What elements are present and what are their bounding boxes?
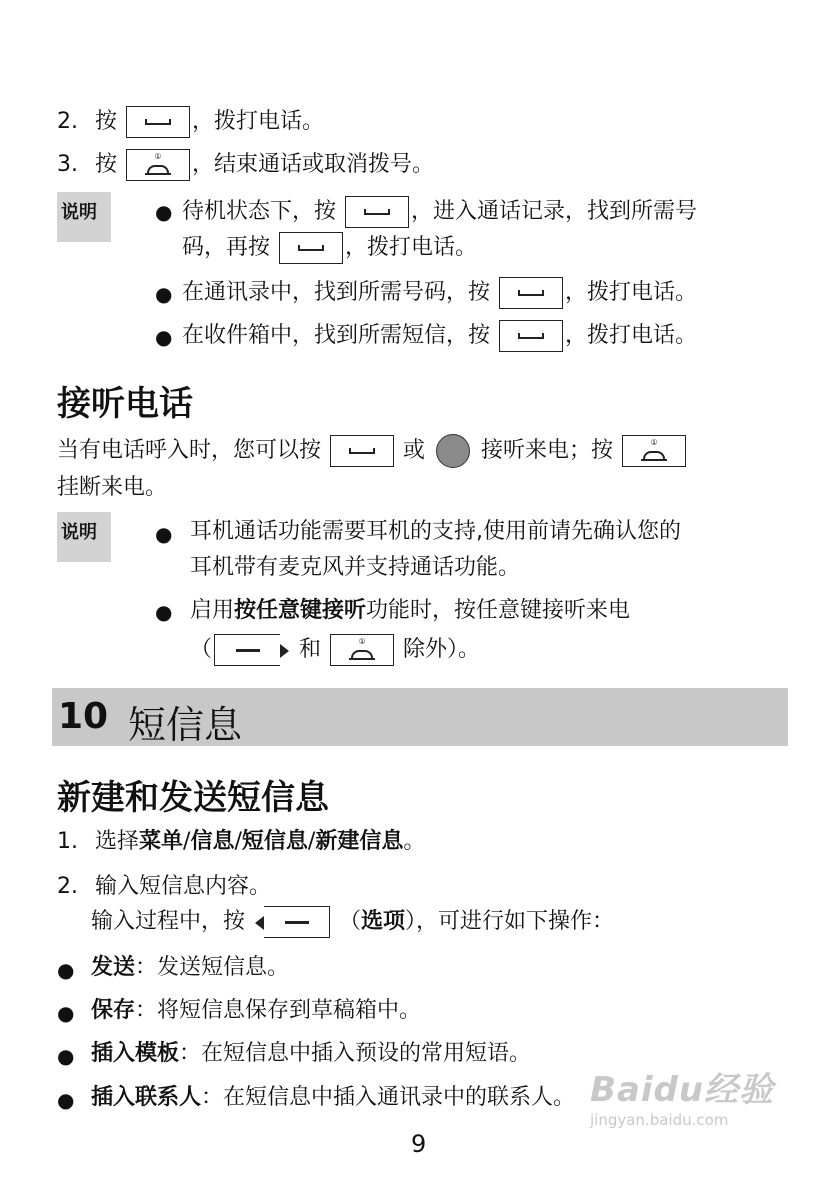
end-key-icon: ①	[126, 149, 190, 181]
call-key-icon	[279, 232, 343, 264]
answer-line-1	[57, 434, 688, 468]
note1-bullet-1	[182, 196, 697, 228]
note1-bullet-2	[182, 277, 697, 309]
step-text: ），可进行如下操作：	[405, 909, 615, 934]
menu-path-item: 菜单	[139, 829, 184, 854]
step-text: 按	[95, 109, 118, 134]
note-text: 和	[299, 637, 322, 662]
step-number: 2.	[57, 874, 78, 899]
soft-key-icon	[264, 906, 330, 938]
note-text: 功能时，按任意键接听来电	[366, 598, 631, 623]
soft-key-icon	[214, 634, 280, 666]
option-label: 插入模板	[91, 1041, 180, 1066]
menu-path-item: 新建信息	[315, 829, 404, 854]
note-text: 在收件箱中，找到所需短信，按	[182, 323, 491, 348]
note-text: ，进入通话记录，找到所需号	[411, 199, 698, 224]
chapter-number: 10	[58, 696, 109, 737]
call-key-icon	[345, 196, 409, 228]
bullet-dot: ●	[155, 600, 173, 624]
option-item	[91, 1083, 575, 1113]
watermark-brand: Baidu经验	[590, 1070, 775, 1110]
feature-name: 按任意键接听	[234, 598, 367, 623]
menu-path-sep: /	[183, 829, 191, 854]
chapter-header	[52, 688, 788, 746]
section-title: 新建和发送短信息	[57, 778, 329, 818]
step-number: 3.	[57, 152, 78, 177]
option-desc: ：在短信息中插入预设的常用短语。	[179, 1041, 532, 1066]
step-2	[57, 106, 324, 138]
bullet-dot: ●	[57, 1044, 75, 1068]
option-desc: ：在短信息中插入通讯录中的联系人。	[201, 1085, 576, 1110]
bullet-dot: ●	[155, 325, 173, 349]
option-label: 发送	[91, 955, 136, 980]
chapter-title: 短信息	[128, 703, 243, 747]
call-key-icon	[499, 320, 563, 352]
step-text: 输入过程中，按	[91, 909, 246, 934]
note2-bullet-2-line2	[190, 634, 480, 666]
note-text: 除外）。	[403, 637, 481, 662]
sms-step-1	[57, 827, 425, 857]
end-key-icon: ①	[330, 634, 394, 666]
note-text: 在通讯录中，找到所需号码，按	[182, 280, 491, 305]
bullet-dot: ●	[57, 1088, 75, 1112]
note-text: （	[190, 637, 213, 662]
option-desc: ：将短信息保存到草稿箱中。	[135, 998, 422, 1023]
option-desc: ：发送短信息。	[135, 955, 290, 980]
step-text: 按	[95, 152, 118, 177]
menu-path-item: 短信息	[241, 829, 308, 854]
note2-bullet-1: 耳机通话功能需要耳机的支持,使用前请先确认您的	[190, 519, 681, 544]
step-text: 输入短信息内容。	[95, 874, 272, 899]
step-text: （	[339, 909, 362, 934]
note-text: ，拨打电话。	[565, 323, 698, 348]
step-number: 2.	[57, 109, 78, 134]
option-label: 保存	[91, 998, 136, 1023]
note-text: 启用	[190, 598, 235, 623]
menu-path-item: 信息	[190, 829, 235, 854]
answer-line-2: 挂断来电。	[57, 475, 168, 500]
note2-bullet-1-line2: 耳机带有麦克风并支持通话功能。	[190, 555, 521, 580]
step-text: ，拨打电话。	[192, 109, 325, 134]
end-key-icon: ①	[622, 435, 686, 467]
menu-path-sep: /	[234, 829, 242, 854]
step-text: ，结束通话或取消拨号。	[192, 152, 435, 177]
step-number: 1.	[57, 829, 78, 854]
step-3	[57, 149, 434, 181]
watermark-url: jingyan.baidu.com	[590, 1111, 729, 1129]
note2-bullet-2	[190, 596, 630, 626]
step-text: 选择	[95, 829, 140, 854]
sms-step-2-line2	[91, 906, 614, 938]
call-key-icon	[330, 435, 394, 467]
option-item	[91, 996, 421, 1026]
note-tag: 说明	[57, 512, 111, 562]
option-label: 插入联系人	[91, 1085, 202, 1110]
call-key-icon	[126, 106, 190, 138]
sms-step-2	[57, 872, 271, 902]
note1-bullet-1-line2	[182, 232, 477, 264]
bullet-dot: ●	[57, 1001, 75, 1025]
page-number: 9	[411, 1130, 427, 1158]
bullet-dot: ●	[155, 282, 173, 306]
body-text: 接听来电；按	[481, 438, 614, 463]
body-text: 当有电话呼入时，您可以按	[57, 438, 322, 463]
bullet-dot: ●	[155, 522, 173, 546]
nav-key-icon	[436, 434, 470, 468]
option-item	[91, 953, 289, 983]
option-item	[91, 1039, 531, 1069]
call-key-icon	[499, 277, 563, 309]
note-text: 待机状态下，按	[182, 199, 337, 224]
bullet-dot: ●	[155, 200, 173, 224]
step-text: 。	[403, 829, 426, 854]
option-label: 选项	[361, 909, 406, 934]
note-text: 码，再按	[182, 235, 271, 260]
body-text: 或	[403, 438, 426, 463]
bullet-dot: ●	[57, 958, 75, 982]
note-text: ，拨打电话。	[345, 235, 478, 260]
note-tag: 说明	[57, 192, 111, 242]
section-title: 接听电话	[57, 384, 193, 424]
baidu-watermark	[590, 1062, 774, 1129]
menu-path-sep: /	[307, 829, 316, 854]
note1-bullet-3	[182, 320, 697, 352]
note-text: ，拨打电话。	[565, 280, 698, 305]
